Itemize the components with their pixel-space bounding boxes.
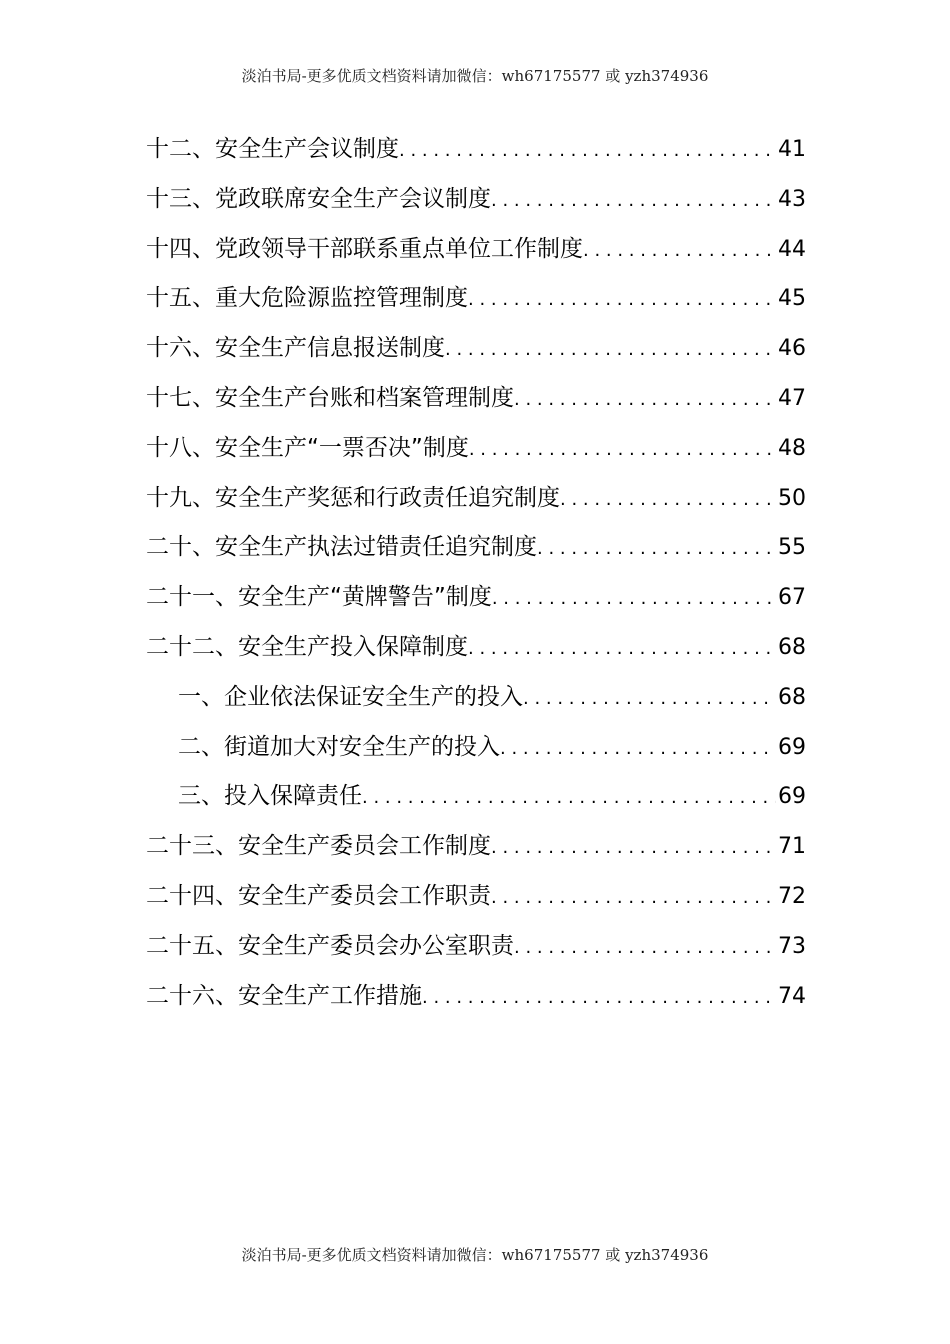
toc-dot-leader bbox=[492, 574, 776, 624]
toc-entry-page-number: 47 bbox=[778, 385, 806, 411]
toc-entry-page-number: 48 bbox=[778, 435, 806, 461]
toc-entry-title: 二、街道加大对安全生产的投入 bbox=[178, 733, 500, 760]
toc-entry-title: 二十二、安全生产投入保障制度 bbox=[146, 633, 468, 660]
toc-entry[interactable] bbox=[146, 573, 806, 623]
toc-entry[interactable] bbox=[146, 274, 806, 324]
page-header: 淡泊书局-更多优质文档资料请加微信：wh67175577 或 yzh374936 bbox=[241, 67, 709, 85]
toc-entry-page-number: 68 bbox=[778, 634, 806, 660]
toc-entry[interactable] bbox=[146, 872, 806, 922]
toc-entry[interactable] bbox=[146, 125, 806, 175]
toc-entry-title: 十九、安全生产奖惩和行政责任追究制度 bbox=[146, 484, 560, 511]
toc-dot-leader bbox=[445, 325, 776, 375]
toc-entry[interactable] bbox=[146, 474, 806, 524]
toc-entry[interactable] bbox=[146, 673, 806, 723]
toc-dot-leader bbox=[500, 724, 776, 774]
toc-dot-leader bbox=[560, 475, 776, 525]
toc-dot-leader bbox=[491, 873, 776, 923]
toc-dot-leader bbox=[537, 524, 776, 574]
toc-entry-title: 二十三、安全生产委员会工作制度 bbox=[146, 833, 491, 860]
toc-entry[interactable] bbox=[146, 623, 806, 673]
toc-entry-title: 十三、党政联席安全生产会议制度 bbox=[146, 185, 491, 212]
toc-entry-title: 十五、重大危险源监控管理制度 bbox=[146, 285, 468, 312]
toc-entry[interactable] bbox=[146, 424, 806, 474]
toc-dot-leader bbox=[468, 624, 776, 674]
toc-entry-title: 三、投入保障责任 bbox=[178, 783, 362, 810]
toc-entry-title: 二十六、安全生产工作措施 bbox=[146, 982, 422, 1009]
toc-dot-leader bbox=[468, 275, 776, 325]
toc-entry[interactable] bbox=[146, 324, 806, 374]
toc-entry-page-number: 50 bbox=[778, 485, 806, 511]
toc-entry-title: 二十四、安全生产委员会工作职责 bbox=[146, 882, 491, 909]
toc-entry-page-number: 73 bbox=[778, 933, 806, 959]
toc-entry-page-number: 72 bbox=[778, 883, 806, 909]
toc-dot-leader bbox=[399, 126, 776, 176]
toc-entry-title: 十六、安全生产信息报送制度 bbox=[146, 335, 445, 362]
toc-dot-leader bbox=[469, 425, 776, 475]
toc-entry-title: 二十一、安全生产“黄牌警告”制度 bbox=[146, 584, 492, 611]
toc-dot-leader bbox=[523, 674, 776, 724]
toc-entry-title: 十二、安全生产会议制度 bbox=[146, 136, 399, 162]
toc-entry-page-number: 41 bbox=[778, 137, 806, 162]
toc-entry[interactable] bbox=[146, 972, 806, 1022]
toc-dot-leader bbox=[362, 773, 776, 823]
toc-entry-title: 十八、安全生产“一票否决”制度 bbox=[146, 434, 469, 461]
toc-entry[interactable] bbox=[146, 374, 806, 424]
toc-entry-page-number: 68 bbox=[778, 684, 806, 710]
toc-entry-title: 二十五、安全生产委员会办公室职责 bbox=[146, 932, 514, 959]
toc-entry[interactable] bbox=[146, 772, 806, 822]
toc-entry-title: 十四、党政领导干部联系重点单位工作制度 bbox=[146, 235, 583, 262]
toc-entry-title: 十七、安全生产台账和档案管理制度 bbox=[146, 384, 514, 411]
toc-entry[interactable] bbox=[146, 922, 806, 972]
toc-entry[interactable] bbox=[146, 225, 806, 275]
toc-entry-page-number: 67 bbox=[778, 585, 806, 611]
toc-entry-page-number: 45 bbox=[778, 286, 806, 312]
toc-dot-leader bbox=[491, 176, 776, 226]
toc-entry-title: 二十、安全生产执法过错责任追究制度 bbox=[146, 534, 537, 561]
toc-entry-page-number: 43 bbox=[778, 186, 806, 212]
toc-entry-page-number: 55 bbox=[778, 535, 806, 561]
toc-dot-leader bbox=[514, 375, 776, 425]
toc-dot-leader bbox=[514, 923, 776, 973]
toc-entry-page-number: 71 bbox=[778, 834, 806, 860]
toc-entry-page-number: 69 bbox=[778, 734, 806, 760]
toc-dot-leader bbox=[583, 226, 776, 276]
toc-entry-page-number: 46 bbox=[778, 336, 806, 362]
toc-entry-page-number: 69 bbox=[778, 784, 806, 810]
toc-entry[interactable] bbox=[146, 523, 806, 573]
toc-dot-leader bbox=[422, 973, 776, 1023]
toc-entry[interactable] bbox=[146, 723, 806, 773]
toc-entry[interactable] bbox=[146, 822, 806, 872]
toc-dot-leader bbox=[491, 823, 776, 873]
toc-entry-title: 一、企业依法保证安全生产的投入 bbox=[178, 683, 523, 710]
toc-entry-page-number: 74 bbox=[778, 983, 806, 1009]
table-of-contents bbox=[146, 125, 806, 1021]
toc-entry[interactable] bbox=[146, 175, 806, 225]
page-footer: 淡泊书局-更多优质文档资料请加微信：wh67175577 或 yzh374936 bbox=[241, 1246, 709, 1264]
toc-entry-page-number: 44 bbox=[778, 236, 806, 262]
